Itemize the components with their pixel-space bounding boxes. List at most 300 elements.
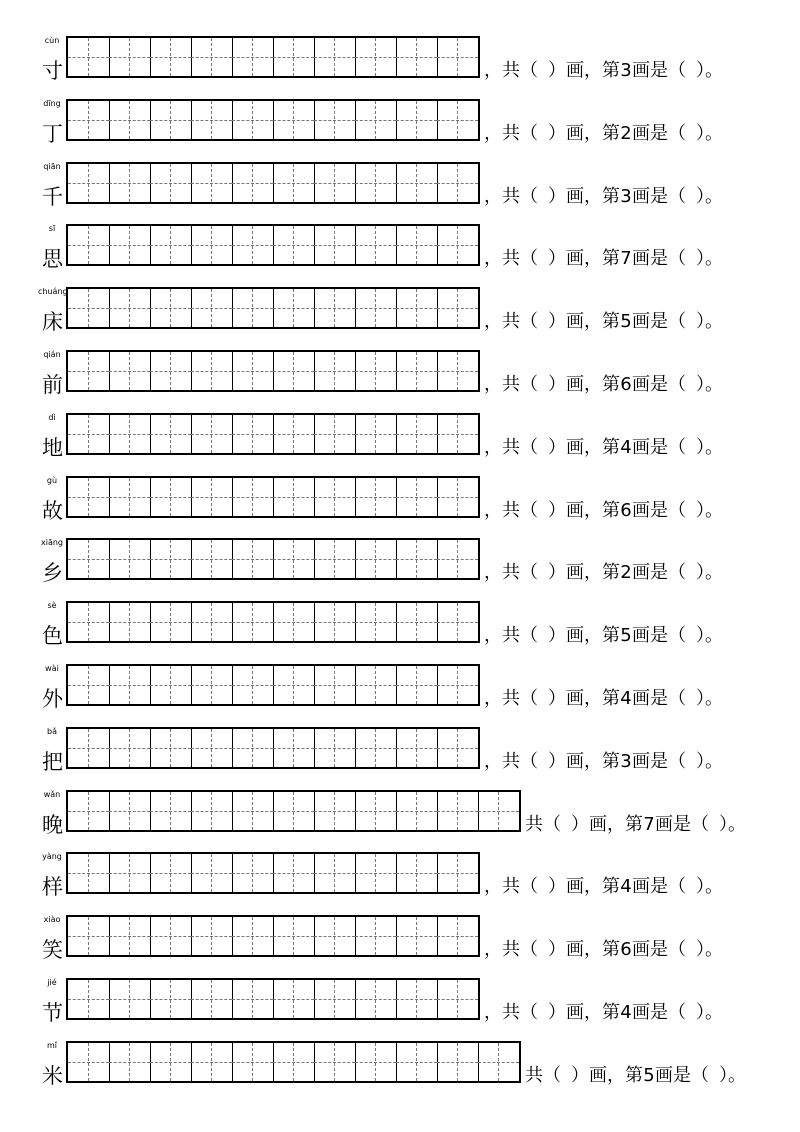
character-label: 前 bbox=[42, 373, 63, 397]
writing-cell[interactable] bbox=[109, 164, 150, 202]
writing-grid[interactable] bbox=[66, 915, 480, 957]
di-text: 第 bbox=[602, 1002, 620, 1023]
paren-open: （ bbox=[520, 562, 538, 584]
writing-cell[interactable] bbox=[273, 666, 314, 704]
writing-cell[interactable] bbox=[191, 101, 232, 139]
writing-cell[interactable] bbox=[437, 540, 478, 578]
writing-cell[interactable] bbox=[109, 226, 150, 264]
writing-cell[interactable] bbox=[109, 415, 150, 453]
writing-cell[interactable] bbox=[273, 164, 314, 202]
pinyin-label: chuáng bbox=[38, 287, 68, 297]
writing-cell[interactable] bbox=[314, 164, 355, 202]
hua-shi-text: 画是 bbox=[632, 311, 668, 333]
writing-cell[interactable] bbox=[314, 226, 355, 264]
writing-cell[interactable] bbox=[314, 38, 355, 76]
writing-cell[interactable] bbox=[314, 666, 355, 704]
writing-cell[interactable] bbox=[191, 540, 232, 578]
worksheet-row bbox=[0, 99, 800, 159]
writing-cell[interactable] bbox=[437, 352, 478, 390]
writing-cell[interactable] bbox=[273, 603, 314, 641]
writing-cell[interactable] bbox=[314, 854, 355, 892]
writing-cell[interactable] bbox=[232, 540, 273, 578]
writing-cell[interactable] bbox=[355, 415, 396, 453]
writing-grid[interactable] bbox=[66, 538, 480, 580]
writing-cell[interactable] bbox=[396, 1043, 437, 1081]
writing-cell[interactable] bbox=[478, 1043, 519, 1081]
answer-paren-open: （ bbox=[668, 1002, 686, 1023]
writing-cell[interactable] bbox=[273, 289, 314, 327]
comma-text: ， bbox=[484, 374, 502, 395]
writing-cell[interactable] bbox=[68, 792, 109, 830]
writing-cell[interactable] bbox=[437, 980, 478, 1018]
stroke-question bbox=[484, 309, 723, 335]
writing-cell[interactable] bbox=[273, 540, 314, 578]
hua-shi-text: 画是 bbox=[632, 1002, 668, 1023]
stroke-question bbox=[484, 874, 723, 900]
comma-text: ， bbox=[484, 1002, 502, 1023]
pinyin-label: mǐ bbox=[46, 1040, 57, 1050]
writing-cell[interactable] bbox=[437, 478, 478, 516]
gong-text: 共 bbox=[502, 185, 520, 207]
writing-cell[interactable] bbox=[232, 1043, 273, 1081]
answer-paren-close: ）。 bbox=[696, 248, 723, 270]
di-text: 第 bbox=[602, 122, 620, 144]
writing-cell[interactable] bbox=[437, 101, 478, 139]
answer-paren-open: （ bbox=[668, 185, 686, 207]
stroke-question bbox=[525, 1063, 746, 1089]
answer-paren-close: ）。 bbox=[696, 688, 723, 709]
writing-grid[interactable] bbox=[66, 1041, 521, 1083]
writing-cell[interactable] bbox=[191, 729, 232, 767]
writing-cell[interactable] bbox=[150, 415, 191, 453]
writing-cell[interactable] bbox=[273, 226, 314, 264]
gong-text: 共 bbox=[502, 374, 520, 395]
writing-cell[interactable] bbox=[68, 352, 109, 390]
writing-cell[interactable] bbox=[314, 415, 355, 453]
writing-cell[interactable] bbox=[273, 101, 314, 139]
worksheet-row bbox=[0, 915, 800, 975]
writing-cell[interactable] bbox=[150, 603, 191, 641]
writing-cell[interactable] bbox=[232, 226, 273, 264]
writing-cell[interactable] bbox=[150, 289, 191, 327]
writing-cell[interactable] bbox=[232, 289, 273, 327]
character-label: 思 bbox=[42, 247, 63, 272]
comma-text: ， bbox=[484, 436, 502, 458]
writing-cell[interactable] bbox=[232, 478, 273, 516]
writing-cell[interactable] bbox=[355, 226, 396, 264]
writing-cell[interactable] bbox=[396, 415, 437, 453]
writing-cell[interactable] bbox=[396, 729, 437, 767]
writing-cell[interactable] bbox=[191, 603, 232, 641]
writing-cell[interactable] bbox=[109, 666, 150, 704]
hua-text: 画， bbox=[589, 1064, 625, 1086]
writing-cell[interactable] bbox=[396, 666, 437, 704]
writing-cell[interactable] bbox=[314, 478, 355, 516]
di-text: 第 bbox=[602, 688, 620, 709]
writing-cell[interactable] bbox=[314, 792, 355, 830]
paren-open: （ bbox=[543, 1064, 561, 1086]
paren-close: ） bbox=[548, 122, 566, 144]
writing-cell[interactable] bbox=[232, 101, 273, 139]
writing-cell[interactable] bbox=[232, 352, 273, 390]
answer-paren-open: （ bbox=[668, 625, 686, 647]
writing-cell[interactable] bbox=[355, 478, 396, 516]
writing-cell[interactable] bbox=[191, 917, 232, 955]
worksheet-row bbox=[0, 413, 800, 473]
writing-cell[interactable] bbox=[232, 792, 273, 830]
worksheet-row bbox=[0, 1041, 800, 1101]
stroke-number: 3 bbox=[620, 185, 632, 207]
hua-text: 画， bbox=[566, 185, 602, 207]
writing-cell[interactable] bbox=[273, 1043, 314, 1081]
writing-cell[interactable] bbox=[191, 415, 232, 453]
writing-cell[interactable] bbox=[396, 792, 437, 830]
stroke-question bbox=[484, 246, 723, 272]
answer-paren-open: （ bbox=[668, 311, 686, 333]
writing-cell[interactable] bbox=[437, 38, 478, 76]
di-text: 第 bbox=[602, 248, 620, 270]
hua-shi-text: 画是 bbox=[632, 750, 668, 772]
writing-cell[interactable] bbox=[314, 540, 355, 578]
writing-cell[interactable] bbox=[68, 917, 109, 955]
hua-text: 画， bbox=[566, 876, 602, 898]
hua-text: 画， bbox=[566, 625, 602, 647]
stroke-question bbox=[484, 184, 723, 210]
writing-grid[interactable] bbox=[66, 978, 480, 1020]
worksheet-row bbox=[0, 727, 800, 787]
writing-cell[interactable] bbox=[191, 38, 232, 76]
worksheet-row bbox=[0, 538, 800, 598]
writing-cell[interactable] bbox=[109, 917, 150, 955]
writing-cell[interactable] bbox=[396, 38, 437, 76]
writing-cell[interactable] bbox=[191, 164, 232, 202]
writing-cell[interactable] bbox=[273, 917, 314, 955]
writing-cell[interactable] bbox=[191, 352, 232, 390]
pinyin-label: sè bbox=[47, 601, 57, 611]
writing-cell[interactable] bbox=[150, 540, 191, 578]
hua-shi-text: 画是 bbox=[632, 436, 668, 458]
writing-cell[interactable] bbox=[355, 854, 396, 892]
writing-cell[interactable] bbox=[355, 164, 396, 202]
writing-cell[interactable] bbox=[437, 729, 478, 767]
writing-grid[interactable] bbox=[66, 664, 480, 706]
writing-cell[interactable] bbox=[314, 101, 355, 139]
writing-cell[interactable] bbox=[68, 415, 109, 453]
writing-cell[interactable] bbox=[355, 792, 396, 830]
writing-cell[interactable] bbox=[232, 164, 273, 202]
writing-cell[interactable] bbox=[232, 980, 273, 1018]
paren-close: ） bbox=[571, 1064, 589, 1086]
writing-cell[interactable] bbox=[109, 1043, 150, 1081]
writing-cell[interactable] bbox=[109, 101, 150, 139]
writing-cell[interactable] bbox=[232, 666, 273, 704]
writing-cell[interactable] bbox=[314, 289, 355, 327]
gong-text: 共 bbox=[502, 939, 520, 961]
paren-close: ） bbox=[548, 876, 566, 898]
comma-text: ， bbox=[484, 60, 502, 81]
writing-cell[interactable] bbox=[437, 415, 478, 453]
gong-text: 共 bbox=[502, 562, 520, 584]
worksheet-row bbox=[0, 852, 800, 912]
writing-cell[interactable] bbox=[355, 666, 396, 704]
writing-cell[interactable] bbox=[314, 1043, 355, 1081]
writing-cell[interactable] bbox=[68, 540, 109, 578]
answer-paren-open: （ bbox=[668, 60, 686, 81]
writing-cell[interactable] bbox=[68, 38, 109, 76]
character-label: 把 bbox=[42, 749, 63, 774]
writing-cell[interactable] bbox=[109, 289, 150, 327]
writing-cell[interactable] bbox=[314, 603, 355, 641]
writing-cell[interactable] bbox=[150, 980, 191, 1018]
writing-cell[interactable] bbox=[437, 917, 478, 955]
writing-cell[interactable] bbox=[396, 917, 437, 955]
writing-cell[interactable] bbox=[355, 101, 396, 139]
paren-open: （ bbox=[543, 813, 561, 835]
worksheet-row bbox=[0, 476, 800, 536]
writing-cell[interactable] bbox=[273, 980, 314, 1018]
writing-cell[interactable] bbox=[150, 352, 191, 390]
writing-cell[interactable] bbox=[150, 38, 191, 76]
character-label: 床 bbox=[42, 310, 63, 335]
writing-cell[interactable] bbox=[191, 289, 232, 327]
writing-cell[interactable] bbox=[396, 164, 437, 202]
writing-cell[interactable] bbox=[273, 38, 314, 76]
writing-cell[interactable] bbox=[68, 164, 109, 202]
writing-cell[interactable] bbox=[355, 917, 396, 955]
paren-open: （ bbox=[520, 185, 538, 207]
writing-cell[interactable] bbox=[109, 792, 150, 830]
writing-cell[interactable] bbox=[273, 352, 314, 390]
writing-cell[interactable] bbox=[68, 603, 109, 641]
stroke-question bbox=[484, 1000, 723, 1026]
paren-close: ） bbox=[548, 1002, 566, 1023]
writing-cell[interactable] bbox=[191, 226, 232, 264]
writing-cell[interactable] bbox=[232, 603, 273, 641]
writing-cell[interactable] bbox=[232, 917, 273, 955]
writing-cell[interactable] bbox=[355, 540, 396, 578]
writing-grid[interactable] bbox=[66, 99, 480, 141]
worksheet-row bbox=[0, 790, 800, 850]
writing-cell[interactable] bbox=[396, 226, 437, 264]
stroke-question bbox=[525, 812, 746, 838]
writing-grid[interactable] bbox=[66, 601, 480, 643]
writing-cell[interactable] bbox=[109, 478, 150, 516]
writing-cell[interactable] bbox=[355, 38, 396, 76]
writing-cell[interactable] bbox=[109, 603, 150, 641]
writing-cell[interactable] bbox=[232, 729, 273, 767]
writing-cell[interactable] bbox=[191, 854, 232, 892]
hua-shi-text: 画是 bbox=[632, 122, 668, 144]
stroke-question bbox=[484, 937, 723, 963]
paren-close: ） bbox=[548, 311, 566, 333]
character-label: 丁 bbox=[42, 121, 63, 146]
writing-cell[interactable] bbox=[396, 540, 437, 578]
writing-grid[interactable] bbox=[66, 287, 480, 329]
gong-text: 共 bbox=[502, 122, 520, 144]
writing-cell[interactable] bbox=[68, 1043, 109, 1081]
paren-open: （ bbox=[520, 374, 538, 395]
writing-grid[interactable] bbox=[66, 36, 480, 78]
writing-cell[interactable] bbox=[150, 792, 191, 830]
pinyin-label: dīng bbox=[43, 98, 61, 108]
writing-cell[interactable] bbox=[109, 352, 150, 390]
writing-cell[interactable] bbox=[437, 603, 478, 641]
writing-cell[interactable] bbox=[232, 415, 273, 453]
writing-cell[interactable] bbox=[355, 980, 396, 1018]
writing-grid[interactable] bbox=[66, 852, 480, 894]
writing-cell[interactable] bbox=[478, 792, 519, 830]
hua-shi-text: 画是 bbox=[632, 499, 668, 521]
comma-text: ， bbox=[484, 311, 502, 333]
writing-cell[interactable] bbox=[191, 792, 232, 830]
stroke-number: 6 bbox=[620, 374, 632, 395]
writing-grid[interactable] bbox=[66, 224, 480, 266]
writing-cell[interactable] bbox=[437, 854, 478, 892]
paren-open: （ bbox=[520, 499, 538, 521]
writing-cell[interactable] bbox=[68, 101, 109, 139]
pinyin-label: gù bbox=[46, 475, 58, 485]
writing-cell[interactable] bbox=[191, 666, 232, 704]
answer-paren-open: （ bbox=[691, 1064, 709, 1086]
stroke-number: 4 bbox=[620, 1002, 632, 1023]
writing-grid[interactable] bbox=[66, 350, 480, 392]
paren-close: ） bbox=[548, 688, 566, 709]
gong-text: 共 bbox=[502, 311, 520, 333]
character-label: 节 bbox=[42, 1001, 63, 1025]
answer-paren-close: ）。 bbox=[696, 499, 723, 521]
character-label: 乡 bbox=[42, 561, 63, 586]
comma-text: ， bbox=[484, 625, 502, 647]
writing-cell[interactable] bbox=[68, 289, 109, 327]
writing-cell[interactable] bbox=[68, 666, 109, 704]
writing-cell[interactable] bbox=[150, 101, 191, 139]
writing-cell[interactable] bbox=[273, 415, 314, 453]
writing-cell[interactable] bbox=[396, 478, 437, 516]
writing-cell[interactable] bbox=[109, 38, 150, 76]
writing-cell[interactable] bbox=[355, 1043, 396, 1081]
writing-cell[interactable] bbox=[150, 854, 191, 892]
writing-cell[interactable] bbox=[273, 792, 314, 830]
writing-cell[interactable] bbox=[109, 729, 150, 767]
worksheet-row bbox=[0, 664, 800, 724]
answer-paren-close: ）。 bbox=[696, 876, 723, 898]
writing-cell[interactable] bbox=[68, 980, 109, 1018]
stroke-number: 5 bbox=[620, 311, 632, 333]
writing-cell[interactable] bbox=[437, 226, 478, 264]
gong-text: 共 bbox=[502, 248, 520, 270]
stroke-question bbox=[484, 435, 723, 461]
stroke-number: 7 bbox=[643, 813, 655, 835]
writing-cell[interactable] bbox=[109, 854, 150, 892]
writing-grid[interactable] bbox=[66, 476, 480, 518]
writing-cell[interactable] bbox=[273, 854, 314, 892]
character-label: 米 bbox=[42, 1063, 63, 1088]
writing-grid[interactable] bbox=[66, 162, 480, 204]
writing-cell[interactable] bbox=[191, 1043, 232, 1081]
writing-cell[interactable] bbox=[314, 980, 355, 1018]
writing-cell[interactable] bbox=[273, 729, 314, 767]
comma-text: ， bbox=[484, 876, 502, 898]
writing-cell[interactable] bbox=[273, 478, 314, 516]
writing-cell[interactable] bbox=[150, 164, 191, 202]
writing-cell[interactable] bbox=[396, 980, 437, 1018]
writing-cell[interactable] bbox=[396, 101, 437, 139]
di-text: 第 bbox=[602, 939, 620, 961]
writing-cell[interactable] bbox=[437, 792, 478, 830]
writing-cell[interactable] bbox=[314, 352, 355, 390]
writing-cell[interactable] bbox=[150, 1043, 191, 1081]
stroke-question bbox=[484, 686, 723, 712]
paren-open: （ bbox=[520, 248, 538, 270]
writing-cell[interactable] bbox=[314, 729, 355, 767]
writing-cell[interactable] bbox=[396, 289, 437, 327]
di-text: 第 bbox=[602, 60, 620, 81]
comma-text: ， bbox=[484, 122, 502, 144]
writing-cell[interactable] bbox=[314, 917, 355, 955]
writing-cell[interactable] bbox=[396, 352, 437, 390]
answer-paren-open: （ bbox=[668, 436, 686, 458]
writing-cell[interactable] bbox=[150, 729, 191, 767]
di-text: 第 bbox=[625, 813, 643, 835]
character-label: 地 bbox=[42, 435, 63, 460]
di-text: 第 bbox=[602, 374, 620, 395]
writing-cell[interactable] bbox=[150, 917, 191, 955]
stroke-number: 2 bbox=[620, 122, 632, 144]
gong-text: 共 bbox=[502, 750, 520, 772]
writing-cell[interactable] bbox=[355, 289, 396, 327]
comma-text: ， bbox=[484, 562, 502, 584]
writing-cell[interactable] bbox=[355, 352, 396, 390]
writing-cell[interactable] bbox=[232, 854, 273, 892]
answer-paren-close: ）。 bbox=[696, 1002, 723, 1023]
hua-text: 画， bbox=[566, 688, 602, 709]
writing-cell[interactable] bbox=[437, 164, 478, 202]
writing-cell[interactable] bbox=[150, 226, 191, 264]
hua-shi-text: 画是 bbox=[632, 60, 668, 81]
writing-cell[interactable] bbox=[109, 540, 150, 578]
writing-cell[interactable] bbox=[109, 980, 150, 1018]
writing-cell[interactable] bbox=[68, 226, 109, 264]
writing-grid[interactable] bbox=[66, 790, 521, 832]
writing-cell[interactable] bbox=[191, 478, 232, 516]
writing-cell[interactable] bbox=[437, 289, 478, 327]
writing-cell[interactable] bbox=[437, 666, 478, 704]
worksheet-row bbox=[0, 601, 800, 661]
gong-text: 共 bbox=[525, 813, 543, 835]
writing-cell[interactable] bbox=[191, 980, 232, 1018]
writing-cell[interactable] bbox=[150, 478, 191, 516]
writing-cell[interactable] bbox=[396, 854, 437, 892]
pinyin-label: bǎ bbox=[47, 726, 57, 736]
writing-cell[interactable] bbox=[232, 38, 273, 76]
hua-shi-text: 画是 bbox=[632, 374, 668, 395]
writing-cell[interactable] bbox=[355, 729, 396, 767]
writing-cell[interactable] bbox=[437, 1043, 478, 1081]
stroke-question bbox=[484, 372, 723, 398]
worksheet-row bbox=[0, 978, 800, 1038]
writing-cell[interactable] bbox=[150, 666, 191, 704]
writing-cell[interactable] bbox=[396, 603, 437, 641]
writing-grid[interactable] bbox=[66, 413, 480, 455]
writing-cell[interactable] bbox=[68, 729, 109, 767]
writing-cell[interactable] bbox=[68, 854, 109, 892]
writing-cell[interactable] bbox=[68, 478, 109, 516]
writing-grid[interactable] bbox=[66, 727, 480, 769]
hua-shi-text: 画是 bbox=[655, 1064, 691, 1086]
di-text: 第 bbox=[602, 185, 620, 207]
writing-cell[interactable] bbox=[355, 603, 396, 641]
answer-paren-open: （ bbox=[668, 499, 686, 521]
